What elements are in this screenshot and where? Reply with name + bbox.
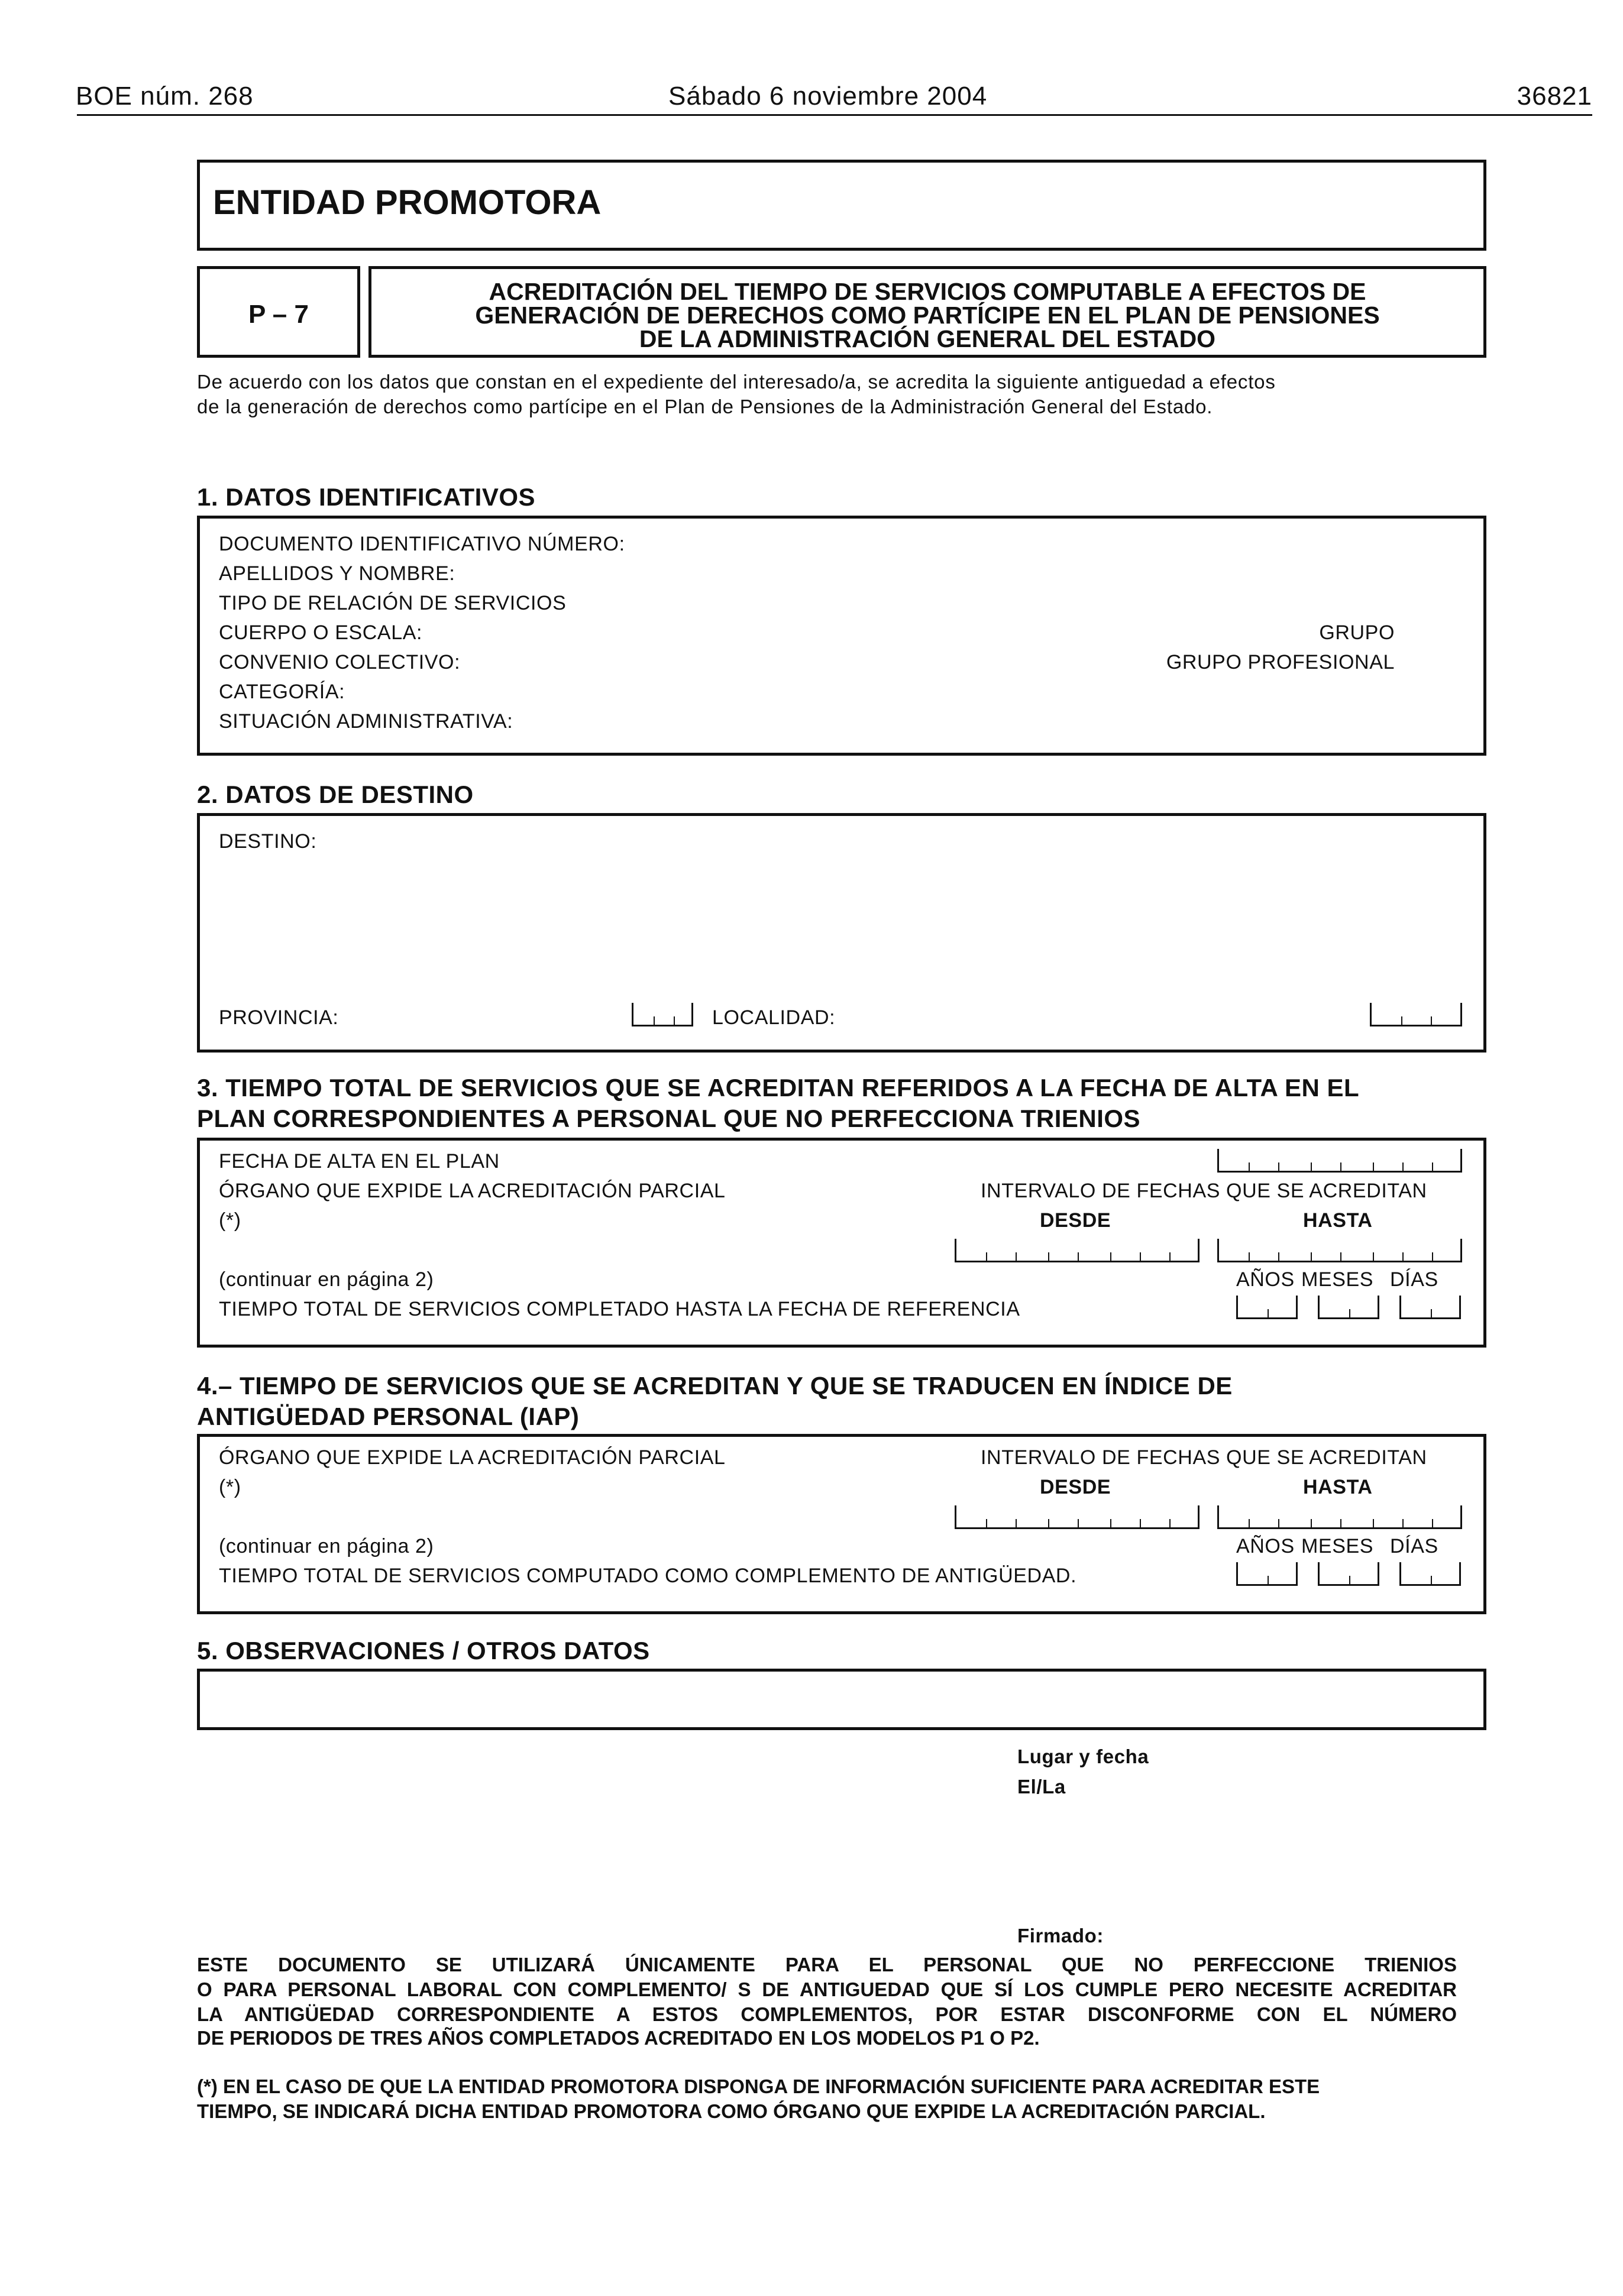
fecha-alta-field[interactable] xyxy=(1217,1149,1462,1173)
intro-line: De acuerdo con los datos que constan en el expediente del interesado/a, se acredita la siguiente antiguedad a efectos xyxy=(197,371,1276,393)
continuar-label: (continuar en página 2) xyxy=(219,1535,434,1557)
usage-note-last-line: DE PERIODOS DE TRES AÑOS COMPLETADOS ACREDITADO EN LOS MODELOS P1 O P2. xyxy=(197,2027,1040,2049)
journal-issue: BOE núm. 268 xyxy=(76,82,254,111)
apellidos-label: APELLIDOS Y NOMBRE: xyxy=(219,562,455,585)
observaciones-field[interactable] xyxy=(197,1669,1486,1730)
entity-title-box xyxy=(197,160,1486,251)
section4-box xyxy=(197,1434,1486,1614)
anos-label: AÑOS xyxy=(1236,1535,1295,1557)
total-label: TIEMPO TOTAL DE SERVICIOS COMPLETADO HASTA LA FECHA DE REFERENCIA xyxy=(219,1298,1020,1320)
entity-title: ENTIDAD PROMOTORA xyxy=(213,183,602,222)
anos-field[interactable] xyxy=(1236,1562,1298,1586)
section4-title-line: 4.– TIEMPO DE SERVICIOS QUE SE ACREDITAN Y QUE SE TRADUCEN EN ÍNDICE DE xyxy=(197,1372,1233,1400)
intro-line: de la generación de derechos como partícipe en el Plan de Pensiones de la Administración General del Estado. xyxy=(197,396,1213,417)
provincia-label: PROVINCIA: xyxy=(219,1006,339,1029)
meses-field[interactable] xyxy=(1318,1296,1379,1319)
organo-label: ÓRGANO QUE EXPIDE LA ACREDITACIÓN PARCIAL xyxy=(219,1180,726,1202)
asterisk-note-line: TIEMPO, SE INDICARÁ DICHA ENTIDAD PROMOTORA COMO ÓRGANO QUE EXPIDE LA ACREDITACIÓN PARCIAL. xyxy=(197,2100,1266,2122)
hasta-date-field[interactable] xyxy=(1217,1239,1462,1262)
meses-field[interactable] xyxy=(1318,1562,1379,1586)
desde-label: DESDE xyxy=(1040,1209,1111,1232)
section3-title-line: PLAN CORRESPONDIENTES A PERSONAL QUE NO PERFECCIONA TRIENIOS xyxy=(197,1105,1141,1132)
anos-field[interactable] xyxy=(1236,1296,1298,1319)
model-code: P – 7 xyxy=(248,300,309,329)
form-title-line: GENERACIÓN DE DERECHOS COMO PARTÍCIPE EN EL PLAN DE PENSIONES xyxy=(475,302,1380,329)
firmado-label: Firmado: xyxy=(1017,1925,1104,1947)
dias-field[interactable] xyxy=(1399,1296,1461,1319)
total-label: TIEMPO TOTAL DE SERVICIOS COMPUTADO COMO COMPLEMENTO DE ANTIGÜEDAD. xyxy=(219,1565,1077,1587)
grupo-profesional-label: GRUPO PROFESIONAL xyxy=(1166,651,1395,673)
localidad-label: LOCALIDAD: xyxy=(712,1006,836,1029)
dias-label: DÍAS xyxy=(1390,1268,1438,1291)
cuerpo-label: CUERPO O ESCALA: xyxy=(219,621,423,644)
page-number: 36821 xyxy=(1517,82,1592,111)
desde-label: DESDE xyxy=(1040,1476,1111,1498)
section3-title-line: 3. TIEMPO TOTAL DE SERVICIOS QUE SE ACREDITAN REFERIDOS A LA FECHA DE ALTA EN EL xyxy=(197,1074,1360,1102)
form-title-box xyxy=(368,266,1486,358)
lugar-fecha-label: Lugar y fecha xyxy=(1017,1746,1149,1767)
provincia-code-field[interactable] xyxy=(632,1003,693,1026)
meses-label: MESES xyxy=(1301,1268,1374,1291)
usage-note-line: ESTE DOCUMENTO SE UTILIZARÁ ÚNICAMENTE PARA EL PERSONAL QUE NO PERFECCIONE TRIENIOS xyxy=(197,1954,1457,1976)
dias-label: DÍAS xyxy=(1390,1535,1438,1557)
form-title xyxy=(371,280,1483,351)
section3-title xyxy=(197,1073,1359,1134)
localidad-code-field[interactable] xyxy=(1370,1003,1462,1026)
section4-title xyxy=(197,1371,1233,1432)
usage-note-line: O PARA PERSONAL LABORAL CON COMPLEMENTO/ S DE ANTIGUEDAD QUE SÍ LOS CUMPLE PERO NECESITE ACREDITAR xyxy=(197,1978,1457,2000)
asterisk-label: (*) xyxy=(219,1476,241,1498)
form-title-line: ACREDITACIÓN DEL TIEMPO DE SERVICIOS COMPUTABLE A EFECTOS DE xyxy=(489,278,1366,305)
grupo-label: GRUPO xyxy=(1319,621,1395,644)
situacion-label: SITUACIÓN ADMINISTRATIVA: xyxy=(219,710,513,733)
meses-label: MESES xyxy=(1301,1535,1374,1557)
model-code-box xyxy=(197,266,360,358)
continuar-label: (continuar en página 2) xyxy=(219,1268,434,1291)
intro-paragraph xyxy=(197,370,1276,419)
section1-title: 1. DATOS IDENTIFICATIVOS xyxy=(197,483,536,511)
usage-note xyxy=(197,1952,1457,2027)
section5-title: 5. OBSERVACIONES / OTROS DATOS xyxy=(197,1637,650,1664)
asterisk-note-line: (*) EN EL CASO DE QUE LA ENTIDAD PROMOTORA DISPONGA DE INFORMACIÓN SUFICIENTE PARA ACREDITAR ESTE xyxy=(197,2075,1320,2097)
el-la-label: El/La xyxy=(1017,1776,1066,1798)
organo-label: ÓRGANO QUE EXPIDE LA ACREDITACIÓN PARCIAL xyxy=(219,1446,726,1469)
section1-box xyxy=(197,516,1486,756)
asterisk-label: (*) xyxy=(219,1209,241,1232)
fecha-alta-label: FECHA DE ALTA EN EL PLAN xyxy=(219,1150,500,1173)
section4-title-line: ANTIGÜEDAD PERSONAL (IAP) xyxy=(197,1403,580,1430)
tipo-relacion-label: TIPO DE RELACIÓN DE SERVICIOS xyxy=(219,592,567,614)
convenio-label: CONVENIO COLECTIVO: xyxy=(219,651,461,673)
section2-box xyxy=(197,813,1486,1053)
hasta-date-field[interactable] xyxy=(1217,1505,1462,1529)
documento-label: DOCUMENTO IDENTIFICATIVO NÚMERO: xyxy=(219,533,625,555)
section2-title: 2. DATOS DE DESTINO xyxy=(197,781,474,808)
intervalo-label: INTERVALO DE FECHAS QUE SE ACREDITAN xyxy=(981,1180,1427,1202)
usage-note-line: LA ANTIGÜEDAD CORRESPONDIENTE A ESTOS COMPLEMENTOS, POR ESTAR DISCONFORME CON EL NÚMERO xyxy=(197,2003,1457,2025)
desde-date-field[interactable] xyxy=(955,1505,1200,1529)
categoria-label: CATEGORÍA: xyxy=(219,681,345,703)
dias-field[interactable] xyxy=(1399,1562,1461,1586)
asterisk-note xyxy=(197,2074,1320,2124)
destino-label: DESTINO: xyxy=(219,830,317,853)
form-title-line: DE LA ADMINISTRACIÓN GENERAL DEL ESTADO xyxy=(639,325,1216,352)
section3-box xyxy=(197,1138,1486,1348)
header-rule xyxy=(77,114,1592,116)
desde-date-field[interactable] xyxy=(955,1239,1200,1262)
intervalo-label: INTERVALO DE FECHAS QUE SE ACREDITAN xyxy=(981,1446,1427,1469)
hasta-label: HASTA xyxy=(1303,1209,1373,1232)
hasta-label: HASTA xyxy=(1303,1476,1373,1498)
journal-date: Sábado 6 noviembre 2004 xyxy=(668,82,988,111)
anos-label: AÑOS xyxy=(1236,1268,1295,1291)
